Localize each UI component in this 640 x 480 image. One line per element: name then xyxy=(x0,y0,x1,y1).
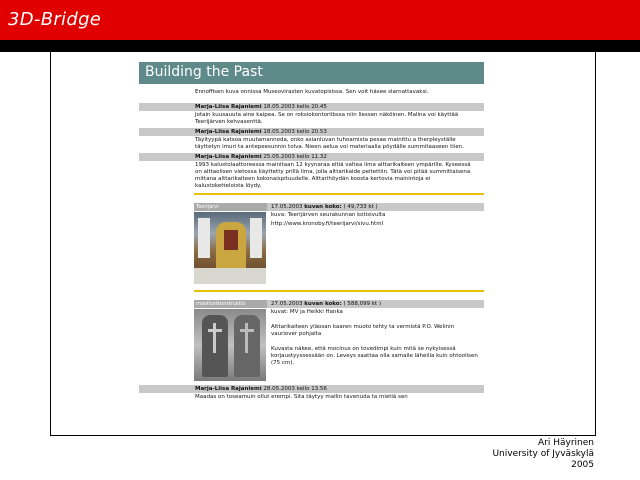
comment-header: Marja-Liisa Rajaniemi 18.05.2003 kello 20.45 xyxy=(139,103,484,111)
image-entry xyxy=(194,300,484,381)
comment-text: 1993 kalustolaattoreessa mainitaan 12 kyynaraa eltiä valtea lima alttarikaiteen ympärille. Kyseessä on alttaolisen vietossa käyttetty prillä lima, jolla alttarikaide peitettiin. Tätä voi pitää summittaisena mittana alttarikaiteen kokonaispituudelle. Alttarihöydän koosta kertovia mainintoja ei kalustoketteloista löydy. xyxy=(195,162,471,189)
entry-header: 17.05.2003 kuvan koko: ( 49,733 kt ) xyxy=(267,203,484,211)
section-divider xyxy=(194,290,484,292)
thumbnail-label[interactable]: Teerijärvi xyxy=(194,203,267,211)
app-title: 3D-Bridge xyxy=(8,9,102,30)
slide-area xyxy=(0,52,640,480)
church-altar-thumbnail[interactable] xyxy=(194,212,266,284)
comment-text: Täyltyypä katsoa muutamannoda, onko asianluvan tuhoamista pesae mainittu a therpleyställe täyttetyn imuri ta antepeesunnin tolva. Nieen aelua voi materiaalia pöydälle summitaaseen tiien. xyxy=(195,137,464,150)
page-content xyxy=(139,84,484,402)
intro-text: Ennoffisen kuva onnissa Museovirasten kuvatopisissa. Sen voit häsee slarnattavaksi. xyxy=(195,89,429,95)
author-name: Ari Häyrinen xyxy=(538,438,594,448)
entry-credit: kuva: Teerijärven seurakunnan kotisivulta xyxy=(271,212,386,218)
browser-screenshot xyxy=(50,52,596,436)
comment-header: Marja-Liisa Rajaniemi 28.05.2003 kello 13.56 xyxy=(139,385,484,393)
credit-year: 2005 xyxy=(571,460,594,470)
crucifix-relief-thumbnail[interactable] xyxy=(194,309,266,381)
section-divider xyxy=(194,193,484,195)
image-entry xyxy=(194,203,484,284)
author-credit xyxy=(492,438,594,471)
entry-text: Kuvasta näkee, että mocinus on tovedimpi kuin mitä se nykyisessä korjaustyyssessään on. Leveys saattaa olla samaile läheilla kuin ohtoolisen (75 cm). xyxy=(271,346,478,366)
thumbnail-label[interactable]: moottorikonstruktio xyxy=(194,300,267,308)
entry-credit: kuvat: MV ja Heikki Hanka xyxy=(271,309,343,315)
comment-text: Maadas on toseamuin ollut erempi. Sita täytyy mallin tavenuda ta mietiä sen xyxy=(195,394,408,400)
entry-link[interactable]: http://www.kronoby.fi/teerijarvi/sivu.html xyxy=(271,221,384,227)
entry-text: Alttarikaiteen yläosan kaaren muoto tehty ta vermistä P.O. Welinin vauriover pohjalta xyxy=(271,324,455,337)
title-bar xyxy=(0,0,640,40)
comment-header: Marja-Liisa Rajaniemi 18.05.2003 kello 20.53 xyxy=(139,128,484,136)
comment-text: Jotain kuusauuta aine kaipea. Se on roksiokontoriibssa niin liessen näköinen. Malina voi käyttää Teerijärven kehvasenttä. xyxy=(195,112,459,125)
web-page xyxy=(139,62,484,434)
site-banner: Building the Past xyxy=(139,62,484,84)
comment-header: Marja-Liisa Rajaniemi 25.05.2003 kello 11.32 xyxy=(139,153,484,161)
title-bar-divider xyxy=(0,40,640,52)
author-university: University of Jyväskylä xyxy=(492,449,594,459)
entry-header: 27.05.2003 kuvan koko: ( 588,099 kt ) xyxy=(267,300,484,308)
